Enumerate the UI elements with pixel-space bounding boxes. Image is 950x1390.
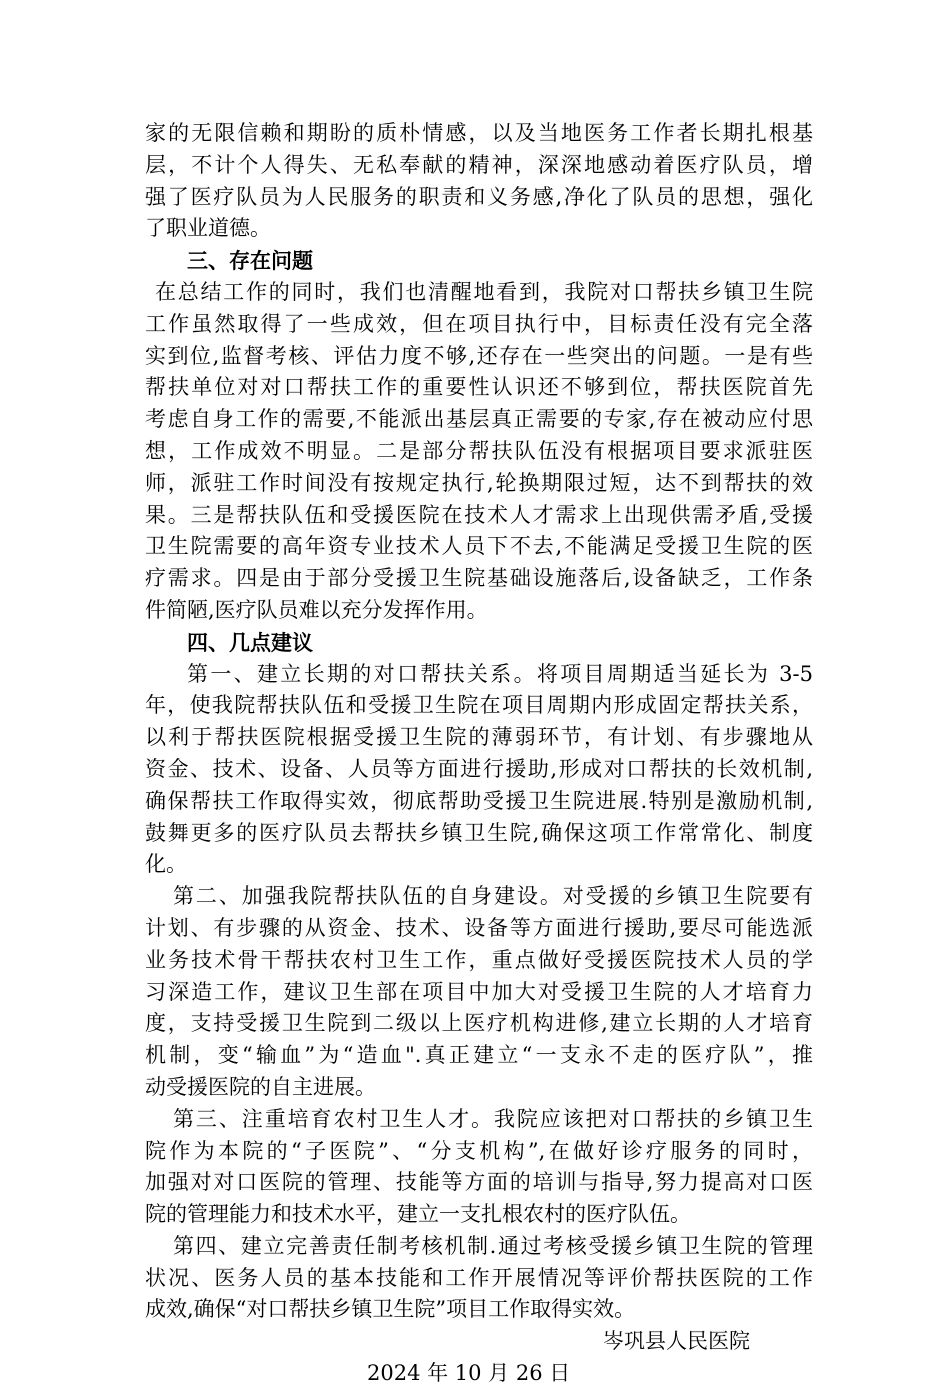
text-line: 确保帮扶工作取得实效，彻底帮助受援卫生院进展.特别是激励机制,: [145, 788, 813, 813]
text-line: 机制，变“输血”为“造血".真正建立“一支永不走的医疗队”，推: [145, 1043, 813, 1068]
text-line: 化。: [145, 852, 187, 877]
text-line: 院作为本院的“子医院”、“分支机构”,在做好诊疗服务的同时，: [145, 1138, 813, 1163]
section3-paragraph: [145, 277, 813, 627]
text-line: 加强对对口医院的管理、技能等方面的培训与指导,努力提高对口医: [145, 1170, 813, 1195]
text-line: 件简陋,医疗队员难以充分发挥作用。: [145, 597, 488, 622]
text-line: 年，使我院帮扶队伍和受援卫生院在项目周期内形成固定帮扶关系，: [145, 693, 813, 718]
suggestion-1-paragraph: [145, 659, 813, 882]
text-line: 第三、注重培育农村卫生人才。我院应该把对口帮扶的乡镇卫生: [173, 1106, 813, 1131]
text-line: 资金、技术、设备、人员等方面进行援助,形成对口帮扶的长效机制,: [145, 756, 813, 781]
text-line: 习深造工作，建议卫生部在项目中加大对受援卫生院的人才培育力: [145, 979, 813, 1004]
text-line: 在总结工作的同时，我们也清醒地看到，我院对口帮扶乡镇卫生院: [155, 279, 813, 304]
text-line: 想，工作成效不明显。二是部分帮扶队伍没有根据项目要求派驻医: [145, 438, 813, 463]
text-line: 业务技术骨干帮扶农村卫生工作，重点做好受援医院技术人员的学: [145, 947, 813, 972]
text-line: 疗需求。四是由于部分受援卫生院基础设施落后,设备缺乏，工作条: [145, 566, 813, 591]
document-page: [145, 118, 813, 1390]
text-line: 卫生院需要的高年资专业技术人员下不去,不能满足受援卫生院的医: [145, 534, 813, 559]
text-line: 帮扶单位对对口帮扶工作的重要性认识还不够到位，帮扶医院首先: [145, 375, 813, 400]
text-line: 度，支持受援卫生院到二级以上医疗机构进修,建立长期的人才培育: [145, 1011, 813, 1036]
text-line: 强了医疗队员为人民服务的职责和义务感,净化了队员的思想，强化: [145, 184, 813, 209]
text-line: 家的无限信赖和期盼的质朴情感，以及当地医务工作者长期扎根基: [145, 121, 813, 145]
text-line: 状况、医务人员的基本技能和工作开展情况等评价帮扶医院的工作: [145, 1265, 813, 1290]
text-line: 第四、建立完善责任制考核机制.通过考核受援乡镇卫生院的管理: [173, 1233, 813, 1258]
text-line: 成效,确保“对口帮扶乡镇卫生院”项目工作取得实效。: [145, 1297, 636, 1322]
text-line: 鼓舞更多的医疗队员去帮扶乡镇卫生院,确保这项工作常常化、制度: [145, 820, 813, 845]
section4-heading: 四、几点建议: [187, 629, 313, 655]
text-line: 以利于帮扶医院根据受援卫生院的薄弱环节，有计划、有步骤地从: [145, 725, 813, 750]
text-line: 了职业道德。: [145, 216, 271, 241]
suggestion-3-paragraph: [145, 1104, 813, 1231]
date: 2024 年 10 月 26 日: [367, 1361, 571, 1386]
text-line: 层，不计个人得失、无私奉献的精神，深深地感动着医疗队员，增: [145, 152, 813, 177]
suggestion-2-paragraph: [145, 881, 813, 1104]
intro-paragraph: [145, 118, 813, 245]
text-line: 师，派驻工作时间没有按规定执行,轮换期限过短，达不到帮扶的效: [145, 470, 813, 495]
section3-heading: 三、存在问题: [187, 248, 313, 274]
text-line: 工作虽然取得了一些成效，但在项目执行中，目标责任没有完全落: [145, 311, 813, 336]
text-line: 院的管理能力和技术水平，建立一支扎根农村的医疗队伍。: [145, 1202, 691, 1227]
text-line: 计划、有步骤的从资金、技术、设备等方面进行援助,要尽可能选派: [145, 915, 813, 940]
signature: 岑巩县人民医院: [603, 1329, 750, 1354]
text-line: 动受援医院的自主进展。: [145, 1074, 376, 1099]
text-line: 第一、建立长期的对口帮扶关系。将项目周期适当延长为 3-5: [187, 661, 813, 686]
suggestion-4-paragraph: [145, 1231, 813, 1326]
text-line: 实到位,监督考核、评估力度不够,还存在一些突出的问题。一是有些: [145, 343, 813, 368]
text-line: 果。三是帮扶队伍和受援医院在技术人才需求上出现供需矛盾,受援: [145, 502, 813, 527]
text-line: 考虑自身工作的需要,不能派出基层真正需要的专家,存在被动应付思: [145, 407, 813, 432]
text-line: 第二、加强我院帮扶队伍的自身建设。对受援的乡镇卫生院要有: [173, 884, 813, 909]
